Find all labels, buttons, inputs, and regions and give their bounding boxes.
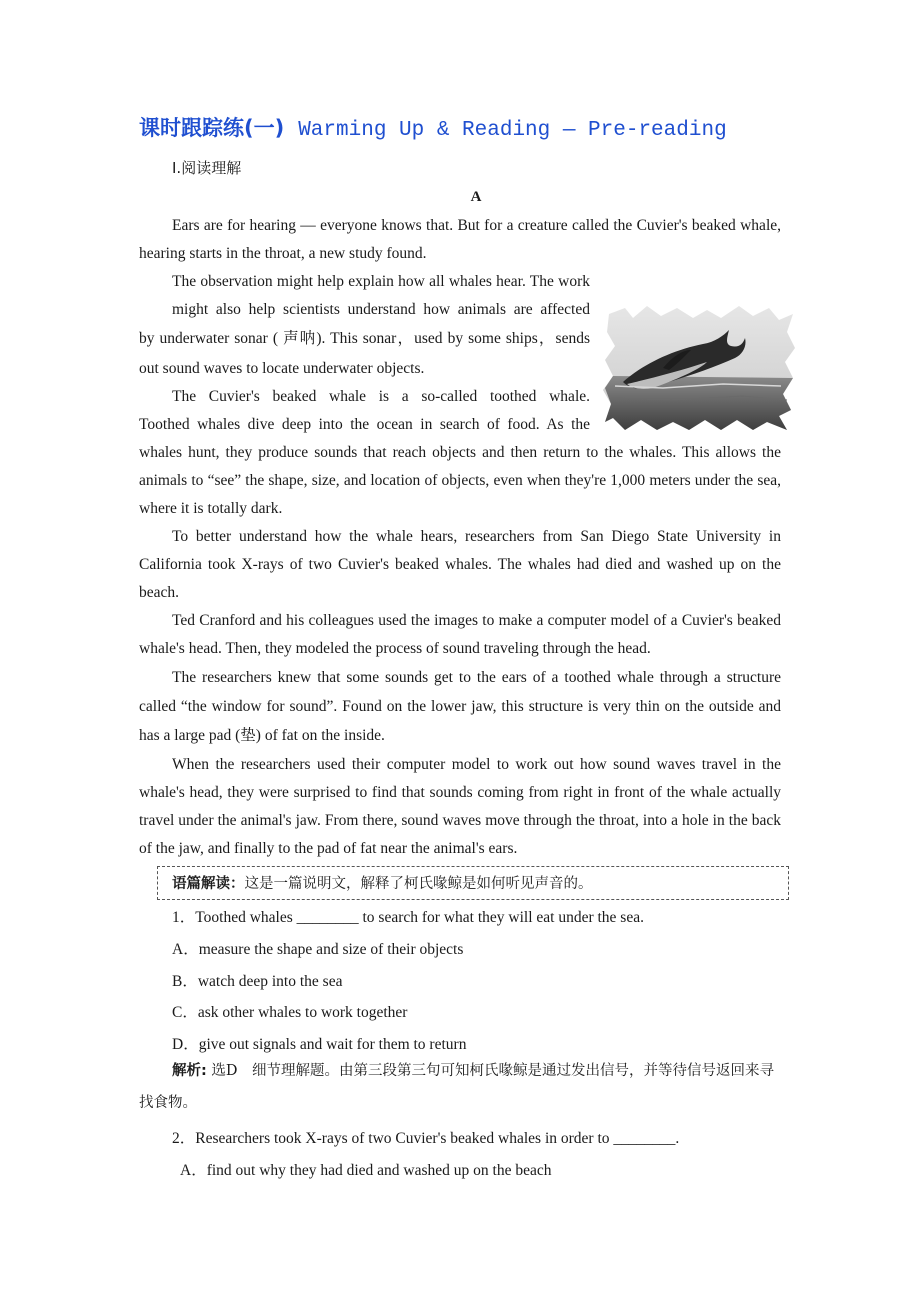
paragraph-6: The researchers knew that some sounds get to the ears of a toothed whale through a structure called “the window for sound”. Found on the lower jaw, this structure is very thin on the outside and has a large pad (垫) of fat on the inside. — [139, 669, 781, 744]
paragraph-3-line-1: The Cuvier's beaked whale is a so-called toothed whale. — [172, 388, 590, 405]
question-1-option-c: C．ask other whales to work together — [172, 1004, 408, 1021]
paragraph-5: Ted Cranford and his colleagues used the images to make a computer model of a Cuvier's beaked whale's head. Then, they modeled the process of sound traveling through the head. — [139, 612, 781, 657]
passage-label: A — [470, 189, 482, 205]
paragraph-3-line-2: Toothed whales dive deep into the ocean in search of food. As the — [139, 416, 590, 433]
analysis-text: 选D 细节理解题。由第三段第三句可知柯氏喙鲸是通过发出信号，并等待信号返回来寻找食物。 — [139, 1063, 775, 1111]
paragraph-7: When the researchers used their computer model to work out how sound waves travel in the whale's head, they were surprised to find that sounds coming from right in front of the whale actually travel under the animal's jaw. From there, sound waves move through the throat, into a hole in the back of the jaw, and finally to the pad of fat near the animal's ears. — [139, 756, 781, 857]
passage-summary-box — [157, 866, 789, 900]
question-1-analysis — [139, 1055, 781, 1119]
question-1-option-b: B．watch deep into the sea — [172, 973, 343, 990]
section-label: Ⅰ.阅读理解 — [172, 159, 242, 177]
title-english: Warming Up & Reading — Pre-reading — [298, 119, 727, 142]
paragraph-2-line-1: The observation might help explain how all whales hear. The work — [172, 273, 590, 290]
paragraph-3-rest: whales hunt, they produce sounds that reach objects and then return to the whales. This allows the animals to “see” the shape, size, and location of objects, even when they're 1,000 meters under the sea, where it is totally dark. — [139, 444, 781, 517]
question-2-stem: 2．Researchers took X-rays of two Cuvier's beaked whales in order to ________. — [172, 1130, 680, 1147]
title-chinese: 课时跟踪练(一) — [139, 116, 285, 140]
question-1-option-d: D．give out signals and wait for them to return — [172, 1036, 467, 1053]
paragraph-2-line-4: out sound waves to locate underwater objects. — [139, 360, 425, 377]
summary-text: 这是一篇说明文，解释了柯氏喙鲸是如何听见声音的。 — [244, 876, 593, 892]
analysis-label: 解析: — [172, 1063, 207, 1079]
page-title — [139, 112, 727, 142]
paragraph-4: To better understand how the whale hears, researchers from San Diego State University in California took X-rays of two Cuvier's beaked whales. The whales had died and washed up on the beach. — [139, 528, 781, 601]
passage-summary — [172, 872, 593, 893]
paragraph-2-line-3: by underwater sonar ( 声呐). This sonar，used by some ships，sends — [139, 330, 590, 347]
question-1-stem: 1．Toothed whales ________ to search for what they will eat under the sea. — [172, 909, 644, 926]
question-1-option-a: A．measure the shape and size of their objects — [172, 941, 464, 958]
question-2-option-a: A．find out why they had died and washed up on the beach — [180, 1162, 552, 1179]
paragraph-2-line-2: might also help scientists understand how animals are affected — [172, 301, 590, 318]
paragraph-1: Ears are for hearing — everyone knows that. But for a creature called the Cuvier's beaked whale, hearing starts in the throat, a new study found. — [139, 217, 781, 262]
summary-label: 语篇解读： — [172, 876, 245, 892]
whale-photo — [603, 304, 795, 432]
